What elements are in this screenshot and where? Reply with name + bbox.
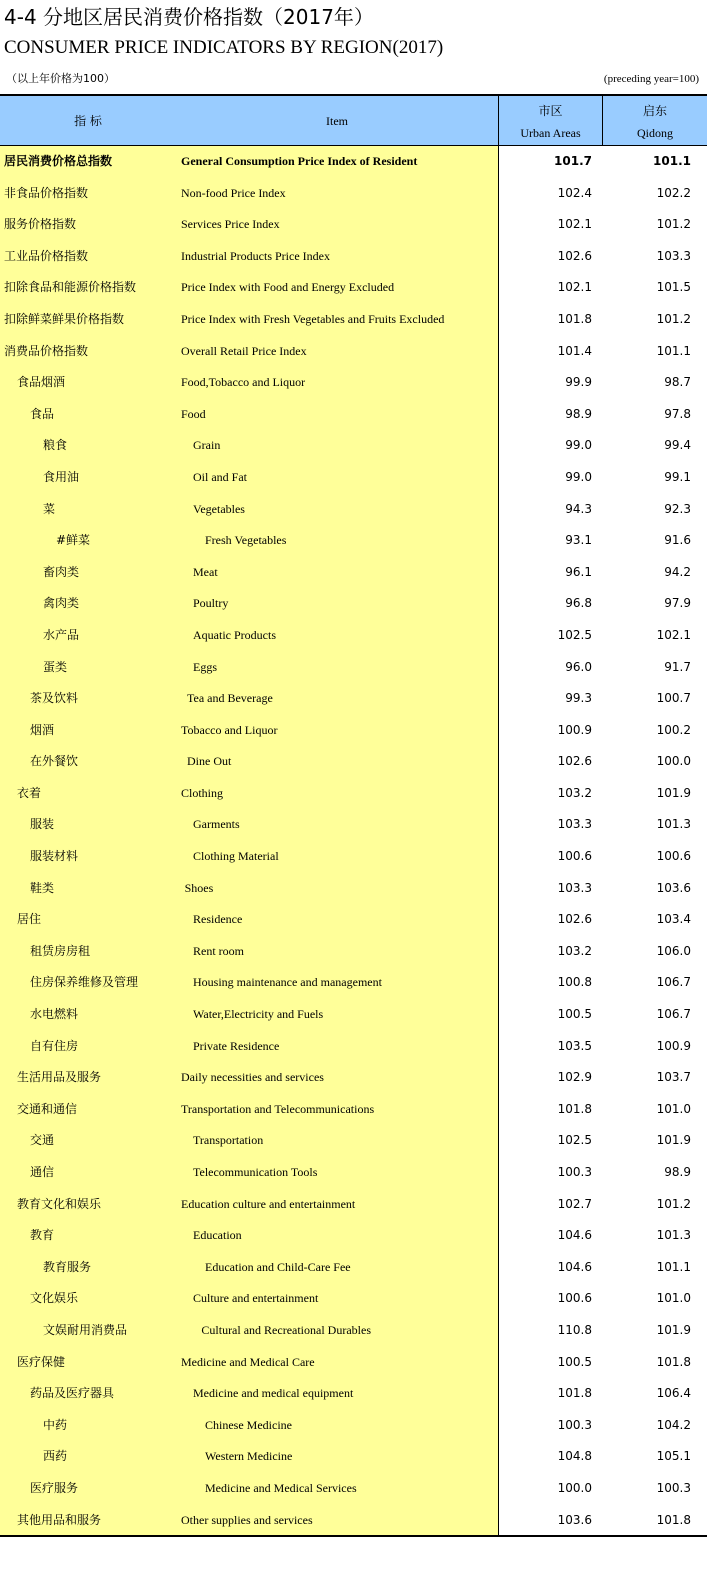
urban-value: 102.7 — [557, 1196, 592, 1211]
row-label-en: Poultry — [193, 596, 229, 611]
row-label-en: Rent room — [193, 943, 244, 958]
header-qidong — [602, 96, 707, 146]
row-label-en: Fresh Vegetables — [205, 533, 287, 548]
row-label-cn: 文化娱乐 — [30, 1291, 79, 1306]
row-label-cn: 其他用品和服务 — [17, 1512, 102, 1527]
qidong-value: 101.3 — [656, 817, 691, 832]
qidong-value: 101.5 — [656, 280, 691, 295]
urban-value: 102.5 — [557, 1133, 592, 1148]
row-label-cn: 在外餐饮 — [30, 754, 79, 769]
qidong-value: 101.0 — [656, 1291, 691, 1306]
table-row — [0, 841, 707, 873]
row-label-cn: 蛋类 — [43, 659, 68, 674]
row-label-en: Tobacco and Liquor — [181, 722, 278, 737]
row-label-en: Education and Child-Care Fee — [205, 1259, 351, 1274]
row-label-cn: 菜 — [43, 501, 56, 516]
row-label-en: Chinese Medicine — [205, 1417, 292, 1432]
urban-value: 100.9 — [557, 722, 592, 737]
qidong-value: 101.1 — [656, 1259, 691, 1274]
row-label-en: Telecommunication Tools — [193, 1165, 318, 1179]
urban-value: 103.2 — [557, 785, 592, 800]
row-label-cn: 服装 — [30, 817, 55, 832]
table-row — [0, 1252, 707, 1284]
qidong-value: 92.3 — [664, 501, 691, 516]
urban-value: 104.6 — [557, 1228, 592, 1243]
table-row — [0, 1473, 707, 1505]
table-row — [0, 904, 707, 936]
table-row — [0, 146, 707, 178]
urban-value: 103.5 — [557, 1038, 592, 1053]
row-label-cn: 教育文化和娱乐 — [17, 1196, 102, 1211]
row-label-cn: 教育服务 — [43, 1259, 92, 1274]
qidong-value: 97.8 — [664, 406, 691, 421]
qidong-value: 91.7 — [664, 659, 691, 674]
urban-value: 96.8 — [565, 596, 592, 611]
urban-value: 102.4 — [557, 185, 592, 200]
qidong-value: 101.8 — [656, 1512, 691, 1527]
table-row — [0, 778, 707, 810]
page-title: 4-4 分地区居民消费价格指数（2017年） — [4, 5, 374, 29]
table-row — [0, 809, 707, 841]
table-row — [0, 336, 707, 368]
urban-value: 99.3 — [565, 691, 592, 706]
row-label-cn: 食品 — [30, 406, 55, 421]
qidong-value: 101.2 — [656, 217, 691, 232]
header-urban — [498, 96, 602, 146]
table-row — [0, 683, 707, 715]
table-row — [0, 873, 707, 905]
urban-value: 100.6 — [557, 849, 592, 864]
table-row — [0, 1094, 707, 1126]
table-row — [0, 1220, 707, 1252]
urban-value: 100.5 — [557, 1354, 592, 1369]
row-label-cn: 食用油 — [43, 469, 80, 484]
row-label-cn: 教育 — [30, 1228, 55, 1243]
row-label-en: Eggs — [193, 659, 217, 674]
table-row — [0, 272, 707, 304]
row-label-en: Clothing — [181, 785, 224, 800]
urban-value: 99.9 — [565, 375, 592, 390]
row-label-en: Daily necessities and services — [181, 1070, 324, 1085]
urban-value: 101.4 — [557, 343, 592, 358]
qidong-value: 100.6 — [656, 849, 691, 864]
row-label-en: Water,Electricity and Fuels — [193, 1007, 324, 1022]
qidong-value: 101.1 — [653, 154, 691, 168]
urban-value: 100.3 — [557, 1417, 592, 1432]
row-label-cn: 居住 — [17, 912, 42, 927]
qidong-value: 101.1 — [656, 343, 691, 358]
urban-value: 100.0 — [557, 1480, 592, 1495]
table-row — [0, 1378, 707, 1410]
table-row — [0, 462, 707, 494]
row-label-en: Services Price Index — [181, 217, 280, 232]
qidong-value: 101.0 — [656, 1101, 691, 1116]
urban-value: 93.1 — [565, 533, 592, 548]
row-label-en: Culture and entertainment — [193, 1291, 319, 1306]
urban-value: 102.1 — [557, 280, 592, 295]
urban-value: 101.7 — [554, 154, 592, 168]
table-row — [0, 936, 707, 968]
qidong-value: 101.9 — [656, 1322, 691, 1337]
qidong-value: 91.6 — [664, 533, 691, 548]
row-label-cn: #鲜菜 — [56, 533, 91, 548]
row-label-cn: 中药 — [43, 1417, 68, 1432]
row-label-cn: 服务价格指数 — [4, 217, 77, 232]
table-row — [0, 367, 707, 399]
row-label-en: Residence — [193, 912, 243, 927]
row-label-en: Garments — [193, 817, 240, 832]
table-row — [0, 178, 707, 210]
row-label-en: Housing maintenance and management — [193, 975, 382, 990]
table-row — [0, 1410, 707, 1442]
urban-value: 98.9 — [565, 406, 592, 421]
table-row — [0, 746, 707, 778]
page-subtitle: CONSUMER PRICE INDICATORS BY REGION(2017) — [4, 37, 444, 58]
qidong-value: 100.7 — [656, 691, 691, 706]
qidong-value: 101.2 — [656, 1196, 691, 1211]
qidong-value: 101.3 — [656, 1228, 691, 1243]
table-body — [0, 146, 707, 1536]
urban-value: 103.2 — [557, 943, 592, 958]
row-label-cn: 交通和通信 — [17, 1101, 78, 1116]
row-label-cn: 药品及医疗器具 — [30, 1386, 115, 1401]
qidong-value: 100.9 — [656, 1038, 691, 1053]
row-label-en: Food,Tobacco and Liquor — [181, 375, 306, 390]
urban-value: 101.8 — [557, 1101, 592, 1116]
row-label-cn: 禽肉类 — [43, 596, 80, 611]
urban-value: 100.3 — [557, 1165, 592, 1179]
row-label-en: Education — [193, 1228, 242, 1243]
row-label-en: Overall Retail Price Index — [181, 343, 307, 358]
row-label-en: Dine Out — [187, 754, 232, 769]
row-label-en: Medicine and medical equipment — [193, 1386, 354, 1401]
row-label-cn: 服装材料 — [30, 849, 79, 864]
qidong-value: 103.3 — [656, 248, 691, 263]
row-label-en: General Consumption Price Index of Resident — [181, 154, 418, 168]
qidong-value: 100.0 — [656, 754, 691, 769]
row-label-en: Medicine and Medical Services — [205, 1480, 357, 1495]
row-label-en: Medicine and Medical Care — [181, 1354, 315, 1369]
row-label-en: Industrial Products Price Index — [181, 248, 330, 263]
urban-value: 103.6 — [557, 1512, 592, 1527]
table-row — [0, 399, 707, 431]
row-label-en: Non-food Price Index — [181, 185, 286, 200]
row-label-en: Grain — [193, 438, 221, 453]
table-row — [0, 241, 707, 273]
qidong-value: 99.4 — [664, 438, 691, 453]
qidong-value: 104.2 — [656, 1417, 691, 1432]
row-label-cn: 居民消费价格总指数 — [4, 154, 113, 168]
qidong-value: 100.2 — [656, 722, 691, 737]
qidong-value: 105.1 — [656, 1449, 691, 1464]
row-label-cn: 交通 — [30, 1133, 55, 1148]
qidong-value: 98.9 — [664, 1165, 691, 1179]
urban-value: 96.0 — [565, 659, 592, 674]
row-label-cn: 工业品价格指数 — [4, 248, 89, 263]
row-label-en: Clothing Material — [193, 849, 279, 864]
table-row — [0, 1315, 707, 1347]
urban-value: 102.6 — [557, 248, 592, 263]
row-label-cn: 水产品 — [43, 627, 80, 642]
qidong-value: 106.4 — [656, 1386, 691, 1401]
row-label-cn: 畜肉类 — [43, 564, 80, 579]
row-label-cn: 粮食 — [43, 438, 68, 453]
qidong-value: 97.9 — [664, 596, 691, 611]
row-label-en: Aquatic Products — [193, 627, 276, 642]
row-label-cn: 文娱耐用消费品 — [43, 1322, 128, 1337]
urban-value: 103.3 — [557, 817, 592, 832]
table-row — [0, 1441, 707, 1473]
table-row — [0, 304, 707, 336]
table-row — [0, 715, 707, 747]
row-label-cn: 生活用品及服务 — [17, 1070, 102, 1085]
qidong-value: 101.8 — [656, 1354, 691, 1369]
urban-value: 102.5 — [557, 627, 592, 642]
unit-note-en: (preceding year=100) — [603, 73, 699, 85]
row-label-cn: 烟酒 — [30, 722, 55, 737]
row-label-en: Education culture and entertainment — [181, 1196, 356, 1211]
table-header — [0, 94, 707, 146]
row-label-en: Western Medicine — [205, 1449, 293, 1464]
urban-value: 102.6 — [557, 754, 592, 769]
header-urban-cn: 市区 — [538, 104, 563, 118]
row-label-cn: 消费品价格指数 — [4, 343, 89, 358]
row-label-cn: 食品烟酒 — [17, 375, 66, 390]
urban-value: 100.8 — [557, 975, 592, 990]
urban-value: 101.8 — [557, 1386, 592, 1401]
table-row — [0, 1157, 707, 1189]
qidong-value: 94.2 — [664, 564, 691, 579]
table-row — [0, 652, 707, 684]
row-label-cn: 衣着 — [17, 785, 42, 800]
row-label-cn: 住房保养维修及管理 — [30, 975, 139, 990]
qidong-value: 102.2 — [656, 185, 691, 200]
row-label-en: Price Index with Food and Energy Excluded — [181, 280, 395, 295]
urban-value: 104.8 — [557, 1449, 592, 1464]
qidong-value: 98.7 — [664, 375, 691, 390]
qidong-value: 100.3 — [656, 1480, 691, 1495]
header-qidong-cn: 启东 — [642, 104, 667, 118]
row-label-cn: 水电燃料 — [30, 1007, 79, 1022]
unit-note: （以上年价格为100） — [6, 72, 115, 85]
header-qidong-en: Qidong — [637, 126, 673, 140]
row-label-cn: 茶及饮料 — [30, 691, 79, 706]
table-row — [0, 620, 707, 652]
urban-value: 103.3 — [557, 880, 592, 895]
qidong-value: 103.7 — [656, 1070, 691, 1085]
table-row — [0, 1283, 707, 1315]
qidong-value: 102.1 — [656, 627, 691, 642]
table-row — [0, 525, 707, 557]
row-label-en: Oil and Fat — [193, 469, 247, 484]
row-label-cn: 通信 — [30, 1165, 55, 1179]
row-label-en: Private Residence — [193, 1038, 280, 1053]
qidong-value: 101.9 — [656, 785, 691, 800]
urban-value: 100.5 — [557, 1007, 592, 1022]
qidong-value: 106.7 — [656, 1007, 691, 1022]
table-row — [0, 1125, 707, 1157]
price-index-table — [0, 94, 707, 1536]
urban-value: 102.9 — [557, 1070, 592, 1085]
row-label-en: Transportation — [193, 1133, 264, 1148]
table-row — [0, 1189, 707, 1221]
row-label-cn: 租赁房房租 — [30, 943, 91, 958]
row-label-en: Cultural and Recreational Durables — [201, 1322, 371, 1337]
qidong-value: 103.4 — [656, 912, 691, 927]
qidong-value: 106.7 — [656, 975, 691, 990]
table-row — [0, 494, 707, 526]
row-label-en: Transportation and Telecommunications — [181, 1101, 375, 1116]
row-label-cn: 西药 — [43, 1449, 68, 1464]
table-row — [0, 1031, 707, 1063]
table-row — [0, 1347, 707, 1379]
header-urban-en: Urban Areas — [520, 126, 581, 140]
row-label-en: Shoes — [184, 880, 214, 895]
table-row — [0, 430, 707, 462]
table-row — [0, 967, 707, 999]
row-label-en: Meat — [193, 564, 218, 579]
row-label-cn: 鞋类 — [30, 880, 55, 895]
table-row — [0, 1062, 707, 1094]
row-label-cn: 扣除食品和能源价格指数 — [4, 280, 137, 295]
qidong-value: 101.2 — [656, 311, 691, 326]
row-label-en: Price Index with Fresh Vegetables and Fruits Excluded — [181, 311, 445, 326]
urban-value: 99.0 — [565, 438, 592, 453]
row-label-en: Tea and Beverage — [187, 691, 273, 706]
row-label-en: Vegetables — [193, 501, 245, 516]
urban-value: 110.8 — [557, 1322, 592, 1337]
header-item: Item — [326, 114, 348, 128]
row-label-cn: 非食品价格指数 — [4, 185, 89, 200]
row-label-cn: 自有住房 — [30, 1038, 79, 1053]
urban-value: 104.6 — [557, 1259, 592, 1274]
table-row — [0, 999, 707, 1031]
table-row — [0, 588, 707, 620]
row-label-en: Food — [181, 406, 206, 421]
urban-value: 100.6 — [557, 1291, 592, 1306]
urban-value: 102.6 — [557, 912, 592, 927]
qidong-value: 106.0 — [656, 943, 691, 958]
row-label-en: Other supplies and services — [181, 1512, 313, 1527]
qidong-value: 101.9 — [656, 1133, 691, 1148]
row-label-cn: 医疗保健 — [17, 1354, 66, 1369]
table-row — [0, 557, 707, 589]
urban-value: 99.0 — [565, 469, 592, 484]
qidong-value: 99.1 — [664, 469, 691, 484]
row-label-cn: 医疗服务 — [30, 1480, 79, 1495]
urban-value: 94.3 — [565, 501, 592, 516]
urban-value: 96.1 — [565, 564, 592, 579]
table-row — [0, 1505, 707, 1537]
table-row — [0, 209, 707, 241]
row-label-cn: 扣除鲜菜鲜果价格指数 — [4, 311, 125, 326]
urban-value: 101.8 — [557, 311, 592, 326]
urban-value: 102.1 — [557, 217, 592, 232]
qidong-value: 103.6 — [656, 880, 691, 895]
header-indicator: 指 标 — [74, 114, 102, 128]
